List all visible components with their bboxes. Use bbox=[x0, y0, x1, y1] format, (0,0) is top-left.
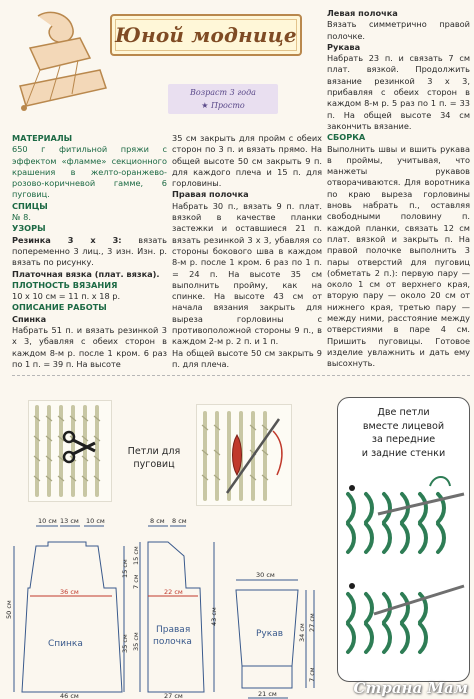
step-marker-1 bbox=[349, 485, 355, 491]
right-front-subheading: Правая полочка bbox=[172, 189, 249, 200]
technique-panel bbox=[337, 397, 470, 682]
front-lower-dim: 35 см bbox=[132, 632, 140, 651]
back-shoulder-dim: 10 см bbox=[38, 517, 57, 525]
gauge-heading: ПЛОТНОСТЬ ВЯЗАНИЯ bbox=[12, 279, 118, 290]
sleeve-mid-dim: 27 см bbox=[308, 613, 316, 632]
buttonhole-caption-line-1: Петли для bbox=[127, 446, 181, 457]
watermark: Страна Мам bbox=[353, 679, 468, 697]
scissors-icon bbox=[64, 432, 95, 462]
technique-title-line-3: за передние bbox=[371, 434, 436, 445]
sleeve-label: Рукав bbox=[256, 629, 284, 639]
column-3 bbox=[327, 8, 470, 370]
rib-text: вязать попеременно 3 лиц., 3 изн. Изн. р. вязать по рисунку. bbox=[12, 234, 167, 268]
section-divider bbox=[12, 375, 470, 376]
patterns-heading: УЗОРЫ bbox=[12, 223, 46, 234]
sleeve-outline bbox=[236, 590, 298, 666]
step-marker-2 bbox=[349, 583, 355, 589]
back-neck-dim: 13 см bbox=[60, 517, 79, 525]
age-tag bbox=[168, 84, 278, 114]
back-outline bbox=[22, 542, 122, 692]
front-upper-dim: 15 см bbox=[132, 546, 140, 565]
gauge-text: 10 х 10 см = 11 п. х 18 р. bbox=[12, 291, 121, 302]
back-label: Спинка bbox=[48, 639, 83, 649]
front-label-2: полочка bbox=[153, 637, 192, 647]
materials-heading: МАТЕРИАЛЫ bbox=[12, 133, 73, 143]
skirt-logo bbox=[10, 8, 110, 120]
back-bottom-dim: 46 см bbox=[60, 692, 79, 699]
buttonhole-caption bbox=[118, 445, 190, 471]
back-subheading: Спинка bbox=[12, 313, 47, 324]
front-width-dim: 22 см bbox=[164, 588, 183, 596]
front-outline bbox=[148, 542, 204, 692]
right-front-text: Набрать 30 п., вязать 9 п. плат. вязкой в качестве планки застежки и оставшиеся 21 п. вязать резинкой 3 х 3, убавляя со стороны бокового шва в каждом 8-м р. после 1 кром. 6 раз по 1 п. = 24 п. На высоте 35 см выполнить пройму, как на спинке. На высоте 43 см от начала вязания закрыть для выреза горловины с противоположной стороны 9 п., в каждом 2-м р. 2 п. и 1 п. bbox=[172, 200, 322, 347]
level-label: ★ Просто bbox=[168, 99, 278, 112]
buttonhole-caption-line-2: пуговиц bbox=[133, 459, 175, 470]
age-label: Возраст 3 года bbox=[190, 88, 256, 97]
technique-illustration bbox=[338, 474, 469, 679]
column-2 bbox=[172, 133, 322, 370]
sleeve-total-dim: 34 см bbox=[298, 623, 306, 642]
back-upper-dim: 15 см bbox=[121, 559, 129, 578]
sleeve-top-dim: 30 см bbox=[256, 571, 275, 579]
front-shoulder-dim: 8 см bbox=[150, 517, 165, 525]
front-bottom-dim: 27 см bbox=[164, 692, 183, 699]
front-neck-dim: 8 см bbox=[172, 517, 187, 525]
back-text: Набрать 51 п. и вязать резинкой 3 х 3, убавляя с обеих сторон в каждом 8-м р. после 1 кром. 6 раз по 1 п. = 39 п. На высоте bbox=[12, 325, 167, 369]
back-height-dim: 50 см bbox=[5, 600, 13, 619]
back-shoulder-dim-r: 10 см bbox=[86, 517, 105, 525]
technique-title-line-1: Две петли bbox=[377, 407, 430, 418]
size-schematics bbox=[5, 516, 333, 699]
needles-heading: СПИЦЫ bbox=[12, 200, 48, 211]
knit-swatch-left bbox=[28, 400, 112, 502]
column-1 bbox=[12, 133, 167, 370]
sleeves-text: Набрать 23 п. и связать 7 см плат. вязкой. Продолжить вязание резинкой 3 х 3, прибавляя с обеих сторон в каждом 8-м р. 5 раз по 1 п. = 33 п. На общей высоте 34 см закончить вязание. bbox=[327, 53, 470, 131]
back-lower-dim: 35 см bbox=[121, 634, 129, 653]
materials-text: 650 г фитильной пряжи с эффектом «фламме» секционного крашения в желто-оранжево-розово-коричневой гамме, 6 пуговиц. bbox=[12, 144, 167, 200]
front-mid-dim: 7 см bbox=[132, 574, 140, 589]
left-front-subheading: Левая полочка bbox=[327, 8, 398, 18]
needles-text: № 8. bbox=[12, 212, 31, 223]
title-box bbox=[110, 14, 302, 56]
back-width-dim: 36 см bbox=[60, 588, 79, 596]
plain-pattern: Платочная вязка (плат. вязка). bbox=[12, 268, 160, 279]
front-height-dim: 43 см bbox=[210, 607, 218, 626]
right-front-shoulder: На общей высоте 50 см закрыть 9 п. для плеча. bbox=[172, 347, 322, 369]
assembly-heading: СБОРКА bbox=[327, 132, 366, 143]
technique-title-line-2: вместе лицевой bbox=[362, 420, 445, 432]
knit-swatch-right bbox=[196, 404, 292, 506]
technique-title-line-4: и задние стенки bbox=[361, 447, 446, 459]
front-label-1: Правая bbox=[156, 625, 191, 635]
page-title: Юной моднице bbox=[115, 23, 297, 47]
work-heading: ОПИСАНИЕ РАБОТЫ bbox=[12, 302, 107, 313]
assembly-text: Выполнить швы и вшить рукава в проймы, учитывая, что манжеты рукавов отворачиваются. Для воротника по краю выреза горловины вновь набрать п., оставляя свободными половину п. каждой планки, связать 12 см плат. вязкой и закрыть п. На правой полочке выполнить 3 пары отверстий для пуговиц (обметать 2 п.): первую пару — около 1 см от верхнего края, вторую пару — около 20 см от нижнего края, третью пару — между ними, расстояние между отверстиями в паре 4 см. Пришить пуговицы. Готовое изделие увлажнить и дать ему высохнуть. bbox=[327, 143, 470, 369]
sleeve-bottom-dim: 21 см bbox=[258, 690, 277, 698]
rib-label: Резинка 3 х 3: bbox=[12, 234, 122, 245]
rib-pattern bbox=[12, 235, 167, 269]
sleeve-low-dim: 7 см bbox=[308, 667, 316, 682]
left-front-text: Вязать симметрично правой полочке. bbox=[327, 19, 470, 41]
back-continued: 35 см закрыть для пройм с обеих сторон по 3 п. и вязать прямо. На общей высоте 50 см закрыть 9 п. для каждого плеча и 15 п. для горловины. bbox=[172, 133, 322, 189]
sleeves-subheading: Рукава bbox=[327, 41, 361, 52]
technique-title bbox=[338, 406, 469, 460]
